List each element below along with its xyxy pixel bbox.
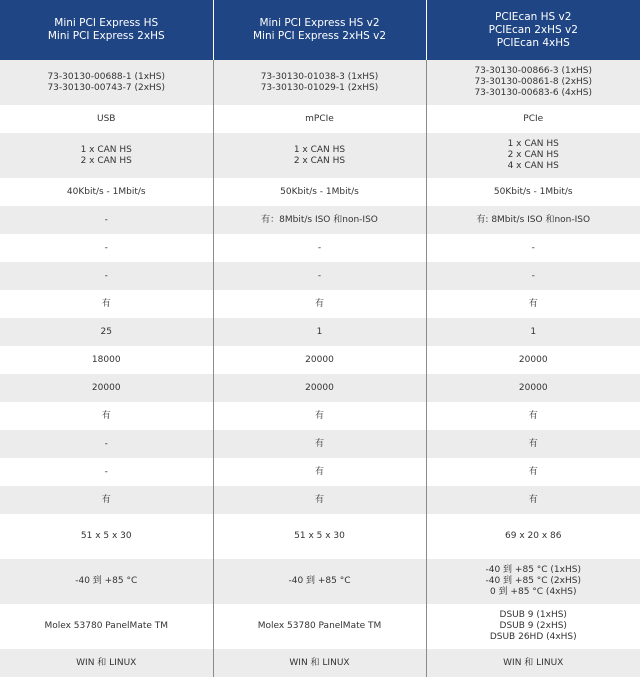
- table-cell-mini-pci-express-hs-v2: [213, 402, 426, 430]
- cell-line: PCIEcan 4xHS: [496, 36, 570, 49]
- table-cell-mini-pci-express-hs-v2: [213, 262, 426, 290]
- table-row: [0, 649, 640, 677]
- cell-line: DSUB 26HD (4xHS): [489, 632, 577, 642]
- cell-line: 有: [528, 298, 538, 309]
- cell-line: -: [104, 214, 108, 225]
- table-row: [0, 290, 640, 318]
- table-row: [0, 262, 640, 290]
- cell-line: 有: [101, 298, 111, 309]
- table-cell-mini-pci-express-hs: [0, 649, 213, 677]
- column-header-mini-pci-express-hs: [0, 0, 213, 60]
- table-cell-mini-pci-express-hs: [0, 234, 213, 262]
- cell-line: 73-30130-00866-3 (1xHS): [474, 66, 593, 76]
- cell-line: -: [104, 242, 108, 253]
- cell-line: 1 x CAN HS: [80, 144, 132, 155]
- table-cell-pciecan-hs-v2: [426, 206, 640, 234]
- table-row: [0, 133, 640, 178]
- table-cell-mini-pci-express-hs: [0, 105, 213, 133]
- table-row: [0, 514, 640, 559]
- cell-line: 20000: [305, 382, 334, 393]
- cell-line: 73-30130-00688-1 (1xHS): [47, 71, 166, 82]
- cell-line: 4 x CAN HS: [507, 161, 559, 171]
- cell-line: 40Kbit/s - 1Mbit/s: [66, 186, 146, 197]
- cell-line: -40 到 +85 °C (2xHS): [485, 576, 581, 586]
- cell-line: 有: [314, 466, 324, 477]
- table-cell-pciecan-hs-v2: [426, 430, 640, 458]
- table-body: [0, 60, 640, 677]
- table-cell-mini-pci-express-hs: [0, 430, 213, 458]
- table-cell-mini-pci-express-hs-v2: [213, 604, 426, 649]
- table-cell-pciecan-hs-v2: [426, 486, 640, 514]
- table-cell-mini-pci-express-hs-v2: [213, 559, 426, 604]
- table-cell-pciecan-hs-v2: [426, 402, 640, 430]
- table-cell-mini-pci-express-hs: [0, 374, 213, 402]
- cell-line: 73-30130-01029-1 (2xHS): [260, 82, 379, 93]
- table-cell-mini-pci-express-hs-v2: [213, 430, 426, 458]
- cell-line: 25: [100, 326, 112, 337]
- cell-line: 20000: [91, 382, 121, 393]
- cell-line: Mini PCI Express 2xHS v2: [252, 30, 386, 42]
- cell-line: 有: [314, 494, 324, 505]
- table-cell-pciecan-hs-v2: [426, 60, 640, 105]
- table-cell-mini-pci-express-hs-v2: [213, 60, 426, 105]
- cell-line: 1 x CAN HS: [293, 144, 346, 155]
- cell-line: 有: [101, 410, 111, 421]
- table-row: [0, 430, 640, 458]
- table-row: [0, 234, 640, 262]
- cell-line: -40 到 +85 °C: [75, 576, 138, 586]
- table-row: [0, 346, 640, 374]
- table-cell-mini-pci-express-hs: [0, 559, 213, 604]
- cell-line: -: [104, 438, 108, 449]
- table-cell-pciecan-hs-v2: [426, 374, 640, 402]
- cell-line: -: [104, 466, 108, 477]
- table-row: [0, 559, 640, 604]
- table-row: [0, 402, 640, 430]
- table-row: [0, 604, 640, 649]
- cell-line: 51 x 5 x 30: [80, 531, 132, 541]
- cell-line: PCIEcan 2xHS v2: [488, 23, 578, 36]
- table-cell-pciecan-hs-v2: [426, 178, 640, 206]
- table-row: [0, 486, 640, 514]
- table-row: [0, 178, 640, 206]
- cell-line: 20000: [518, 382, 548, 393]
- table-cell-mini-pci-express-hs-v2: [213, 206, 426, 234]
- cell-line: WIN 和 LINUX: [503, 657, 564, 668]
- table-cell-mini-pci-express-hs-v2: [213, 178, 426, 206]
- table-cell-mini-pci-express-hs: [0, 604, 213, 649]
- table-cell-pciecan-hs-v2: [426, 133, 640, 178]
- cell-line: 有: [101, 494, 111, 505]
- table-cell-mini-pci-express-hs: [0, 458, 213, 486]
- cell-line: 有: [528, 410, 538, 421]
- cell-line: 1: [316, 326, 323, 337]
- table-row: [0, 374, 640, 402]
- cell-line: 有: [528, 466, 538, 477]
- cell-line: -40 到 +85 °C (1xHS): [485, 565, 581, 575]
- cell-line: 20000: [518, 354, 548, 365]
- cell-line: WIN 和 LINUX: [289, 657, 350, 668]
- table-cell-pciecan-hs-v2: [426, 234, 640, 262]
- table-cell-mini-pci-express-hs: [0, 486, 213, 514]
- table-cell-pciecan-hs-v2: [426, 514, 640, 559]
- table-cell-mini-pci-express-hs-v2: [213, 133, 426, 178]
- table-cell-mini-pci-express-hs: [0, 402, 213, 430]
- table-cell-mini-pci-express-hs-v2: [213, 290, 426, 318]
- table-row: [0, 318, 640, 346]
- cell-line: 有: [528, 438, 538, 449]
- cell-line: Mini PCI Express HS v2: [259, 17, 380, 29]
- cell-line: 73-30130-00683-6 (4xHS): [474, 88, 593, 98]
- table-cell-pciecan-hs-v2: [426, 458, 640, 486]
- table-cell-mini-pci-express-hs: [0, 290, 213, 318]
- table-cell-mini-pci-express-hs: [0, 318, 213, 346]
- table-row: [0, 60, 640, 105]
- cell-line: DSUB 9 (1xHS): [499, 610, 567, 620]
- table-row: [0, 458, 640, 486]
- cell-line: -: [317, 270, 322, 281]
- table-cell-mini-pci-express-hs-v2: [213, 318, 426, 346]
- cell-line: 1 x CAN HS: [507, 139, 559, 149]
- cell-line: 2 x CAN HS: [293, 155, 346, 166]
- table-cell-pciecan-hs-v2: [426, 318, 640, 346]
- table-cell-pciecan-hs-v2: [426, 604, 640, 649]
- column-header-pciecan-hs-v2: [426, 0, 640, 60]
- cell-line: 20000: [305, 354, 334, 365]
- cell-line: PCIEcan HS v2: [495, 10, 572, 23]
- table-cell-pciecan-hs-v2: [426, 649, 640, 677]
- table-row: [0, 206, 640, 234]
- cell-line: 50Kbit/s - 1Mbit/s: [280, 186, 359, 197]
- table-cell-mini-pci-express-hs: [0, 178, 213, 206]
- table-row: [0, 105, 640, 133]
- cell-line: Molex 53780 PanelMate TM: [257, 621, 382, 631]
- table-cell-mini-pci-express-hs-v2: [213, 458, 426, 486]
- cell-line: 2 x CAN HS: [80, 155, 132, 166]
- table-cell-pciecan-hs-v2: [426, 262, 640, 290]
- cell-line: 50Kbit/s - 1Mbit/s: [493, 186, 573, 197]
- cell-line: 69 x 20 x 86: [505, 531, 562, 541]
- cell-line: -: [317, 242, 322, 253]
- cell-line: 51 x 5 x 30: [294, 531, 345, 541]
- cell-line: 有: [314, 438, 324, 449]
- cell-line: 18000: [91, 354, 121, 365]
- cell-line: mPCIe: [305, 113, 334, 124]
- cell-line: 有: 8Mbit/s ISO 和non-ISO: [476, 214, 591, 225]
- table-cell-pciecan-hs-v2: [426, 105, 640, 133]
- table-cell-mini-pci-express-hs: [0, 262, 213, 290]
- cell-line: -40 到 +85 °C: [288, 576, 351, 586]
- table-cell-pciecan-hs-v2: [426, 346, 640, 374]
- cell-line: -: [531, 270, 535, 281]
- cell-line: Molex 53780 PanelMate TM: [44, 621, 169, 631]
- cell-line: 有: [528, 494, 538, 505]
- header-row: [0, 0, 640, 60]
- cell-line: 1: [530, 326, 537, 337]
- cell-line: 73-30130-00743-7 (2xHS): [47, 82, 166, 93]
- column-header-mini-pci-express-hs-v2: [213, 0, 426, 60]
- cell-line: 有：8Mbit/s ISO 和non-ISO: [261, 214, 378, 225]
- table-cell-pciecan-hs-v2: [426, 559, 640, 604]
- cell-line: DSUB 9 (2xHS): [499, 621, 567, 631]
- table-cell-mini-pci-express-hs-v2: [213, 514, 426, 559]
- table-cell-mini-pci-express-hs: [0, 514, 213, 559]
- cell-line: Mini PCI Express HS: [54, 17, 159, 29]
- table-cell-mini-pci-express-hs-v2: [213, 374, 426, 402]
- table-cell-mini-pci-express-hs-v2: [213, 234, 426, 262]
- cell-line: -: [104, 270, 108, 281]
- table-cell-pciecan-hs-v2: [426, 290, 640, 318]
- table-cell-mini-pci-express-hs: [0, 346, 213, 374]
- cell-line: 有: [314, 298, 324, 309]
- cell-line: 73-30130-01038-3 (1xHS): [260, 71, 379, 82]
- cell-line: 有: [314, 410, 324, 421]
- table-cell-mini-pci-express-hs: [0, 206, 213, 234]
- cell-line: Mini PCI Express 2xHS: [47, 30, 165, 42]
- cell-line: 2 x CAN HS: [507, 150, 559, 160]
- cell-line: -: [531, 242, 535, 253]
- table-cell-mini-pci-express-hs: [0, 60, 213, 105]
- cell-line: WIN 和 LINUX: [76, 657, 137, 668]
- cell-line: 73-30130-00861-8 (2xHS): [474, 77, 593, 87]
- cell-line: USB: [97, 113, 116, 124]
- table-cell-mini-pci-express-hs: [0, 133, 213, 178]
- cell-line: 0 到 +85 °C (4xHS): [489, 587, 577, 597]
- cell-line: PCIe: [523, 113, 544, 124]
- table-cell-mini-pci-express-hs-v2: [213, 486, 426, 514]
- table-cell-mini-pci-express-hs-v2: [213, 105, 426, 133]
- table-cell-mini-pci-express-hs-v2: [213, 649, 426, 677]
- table-cell-mini-pci-express-hs-v2: [213, 346, 426, 374]
